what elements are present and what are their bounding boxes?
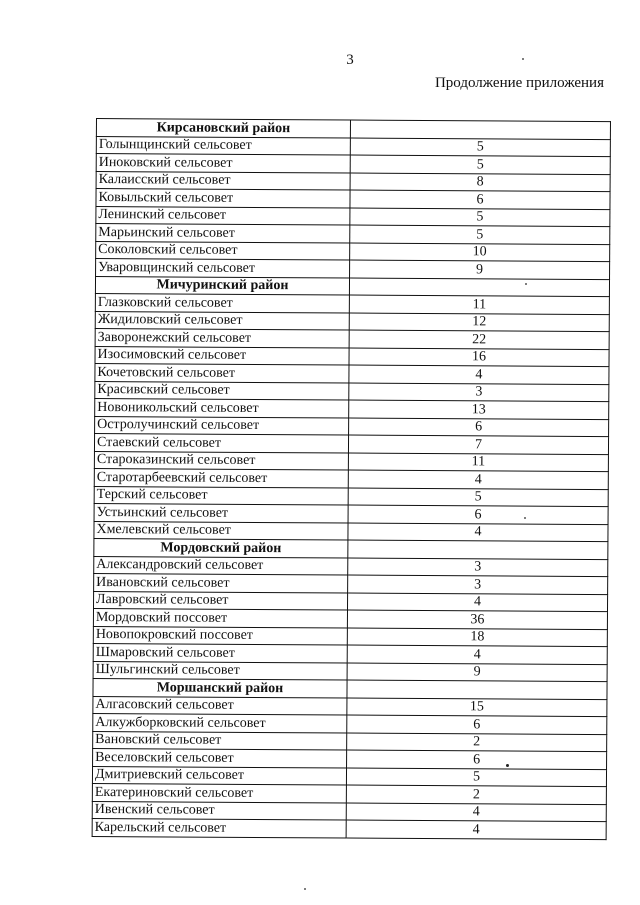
council-value: 6	[350, 190, 610, 209]
council-name: Глазковский сельсовет	[95, 293, 349, 312]
council-value: 4	[349, 365, 609, 384]
council-name: Соколовский сельсовет	[96, 241, 350, 260]
council-name: Изосимовский сельсовет	[95, 346, 349, 365]
council-name: Карельский сельсовет	[92, 818, 346, 837]
district-value-cell	[348, 540, 608, 559]
council-value: 4	[347, 593, 607, 612]
council-value: 4	[346, 803, 606, 822]
council-value: 5	[350, 225, 610, 244]
council-value: 4	[348, 523, 608, 542]
council-value: 11	[348, 453, 608, 472]
council-value: 36	[347, 610, 607, 629]
council-name: Иноковский сельсовет	[96, 154, 350, 173]
council-value: 16	[349, 348, 609, 367]
council-name: Шульгинский сельсовет	[93, 661, 347, 680]
council-name: Хмелевский сельсовет	[94, 521, 348, 540]
council-value: 4	[346, 820, 606, 839]
council-name: Алкужборковский сельсовет	[93, 713, 347, 732]
council-value: 2	[346, 785, 606, 804]
council-name: Александровский сельсовет	[94, 556, 348, 575]
council-value: 6	[347, 715, 607, 734]
table-row	[92, 818, 606, 839]
council-name: Жидиловский сельсовет	[95, 311, 349, 330]
council-value: 18	[347, 628, 607, 647]
council-name: Шмаровский сельсовет	[93, 643, 347, 662]
council-name: Дмитриевский сельсовет	[92, 766, 346, 785]
district-name: Мичуринский район	[95, 276, 349, 295]
council-value: 9	[350, 260, 610, 279]
council-value: 4	[348, 470, 608, 489]
council-value: 10	[350, 243, 610, 262]
council-value: 22	[349, 330, 609, 349]
council-name: Кочетовский сельсовет	[95, 363, 349, 382]
council-name: Мордовский поссовет	[93, 608, 347, 627]
council-name: Лавровский сельсовет	[94, 591, 348, 610]
council-name: Староказинский сельсовет	[94, 451, 348, 470]
council-name: Уваровщинский сельсовет	[96, 259, 350, 278]
table-body	[92, 119, 610, 840]
council-name: Вановский сельсовет	[93, 731, 347, 750]
council-value: 8	[350, 173, 610, 192]
council-value: 5	[346, 768, 606, 787]
scan-speck	[304, 888, 306, 890]
district-value-cell	[349, 278, 609, 297]
council-value: 3	[348, 575, 608, 594]
council-value: 9	[347, 663, 607, 682]
council-name: Екатериновский сельсовет	[92, 783, 346, 802]
council-name: Заворонежский сельсовет	[95, 328, 349, 347]
page-number: 3	[346, 52, 354, 68]
council-name: Ковыльский сельсовет	[96, 189, 350, 208]
council-name: Алгасовский сельсовет	[93, 696, 347, 715]
council-name: Веселовский сельсовет	[93, 748, 347, 767]
council-name: Остролучинский сельсовет	[95, 416, 349, 435]
council-value: 3	[349, 383, 609, 402]
council-value: 12	[349, 313, 609, 332]
council-value: 4	[347, 645, 607, 664]
council-value: 3	[348, 558, 608, 577]
council-name: Голынщинский сельсовет	[96, 136, 350, 155]
district-value-cell	[350, 120, 610, 139]
council-value: 6	[348, 505, 608, 524]
scan-speck	[524, 517, 526, 519]
council-name: Ивановский сельсовет	[94, 573, 348, 592]
council-value: 6	[347, 750, 607, 769]
council-value: 5	[350, 155, 610, 174]
council-value: 5	[350, 138, 610, 157]
council-value: 5	[350, 208, 610, 227]
council-name: Устьинский сельсовет	[94, 503, 348, 522]
council-value: 11	[349, 295, 609, 314]
council-name: Ивенский сельсовет	[92, 801, 346, 820]
council-name: Терский сельсовет	[94, 486, 348, 505]
district-name: Мордовский район	[94, 538, 348, 557]
council-value: 5	[348, 488, 608, 507]
council-value: 6	[349, 418, 609, 437]
council-value: 2	[347, 733, 607, 752]
continuation-caption: Продолжение приложения	[434, 75, 604, 91]
district-name: Кирсановский район	[96, 119, 350, 138]
council-name: Красивский сельсовет	[95, 381, 349, 400]
scan-speck	[522, 58, 524, 60]
council-name: Новопокровский поссовет	[93, 626, 347, 645]
council-value: 13	[349, 400, 609, 419]
district-name: Моршанский район	[93, 678, 347, 697]
council-name: Новоникольский сельсовет	[95, 398, 349, 417]
council-name: Калаисский сельсовет	[96, 171, 350, 190]
scan-speck	[506, 764, 509, 767]
council-value: 7	[348, 435, 608, 454]
council-name: Марьинский сельсовет	[96, 224, 350, 243]
district-value-cell	[347, 680, 607, 699]
council-value: 15	[347, 698, 607, 717]
council-name: Ленинский сельсовет	[96, 206, 350, 225]
council-name: Старотарбеевский сельсовет	[94, 468, 348, 487]
council-name: Стаевский сельсовет	[94, 433, 348, 452]
councils-table	[92, 118, 611, 840]
scan-speck	[525, 283, 527, 285]
